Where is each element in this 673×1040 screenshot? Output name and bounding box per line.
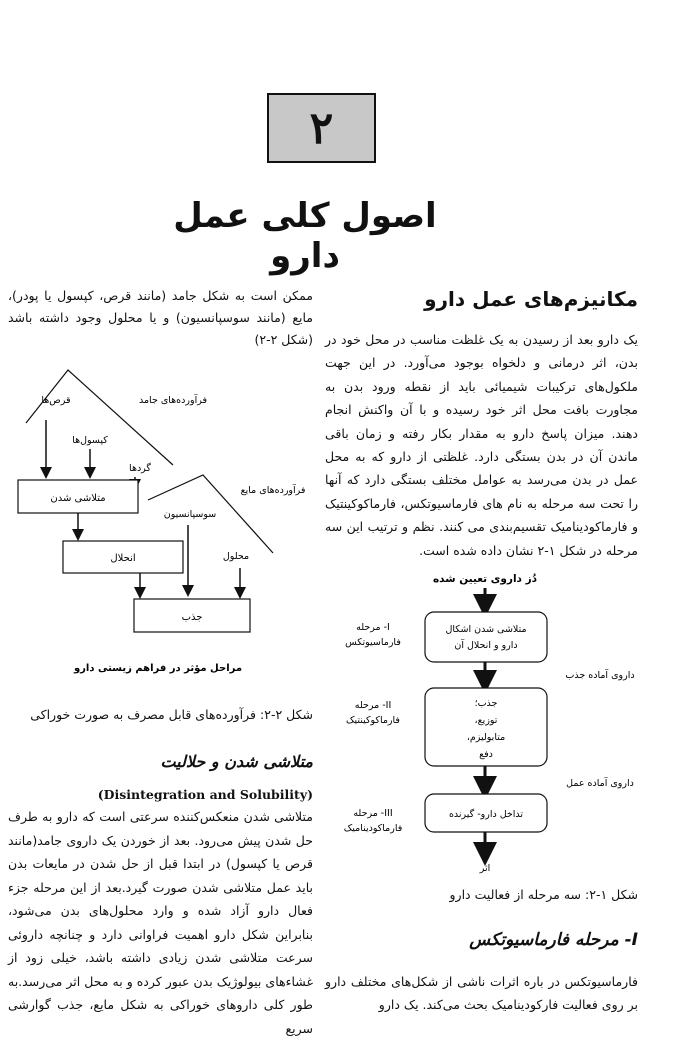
fig1-box1-line2: دارو و انحلال آن xyxy=(454,640,518,651)
chapter-title: اصول کلی عمل دارو xyxy=(173,196,437,276)
paragraph-pharmaceutics: فارماسیوتکس در باره اثرات ناشی از شکل‌های مختلف دارو بر روی فعالیت فارکودینامیک بحث می‌کند. یک دارو xyxy=(325,974,638,1012)
fig2-subtitle: مراحل مؤثر در فراهم زیستی دارو xyxy=(73,663,243,674)
section-heading-mechanisms: مکانیزم‌های عمل دارو xyxy=(424,287,638,311)
figure-drug-phases xyxy=(325,568,645,884)
fig2-powders: گردها xyxy=(129,463,151,474)
fig1-phase1-line2: فارماسیوتکس xyxy=(345,637,401,648)
fig2-box-dissolve-text: انحلال xyxy=(110,553,136,564)
fig1-effect: اثر xyxy=(479,863,491,874)
fig2-box-disint-text: متلاشی شدن xyxy=(50,493,106,504)
fig1-box2-line3: متابولیزم، xyxy=(466,732,506,743)
fig2-capsules: کپسول‌ها xyxy=(72,435,108,446)
fig2-solid-forms: فرآورده‌های جامد xyxy=(138,395,208,406)
fig2-tablets: قرص‌ها xyxy=(41,395,71,406)
figure-oral-preparations xyxy=(8,365,313,685)
fig2-solution: محلول xyxy=(222,551,250,562)
section-heading-pharmaceutics: I- مرحله فارماسیوتکس xyxy=(469,930,638,950)
figure-2-2-caption: شکل ۲-۲: فرآورده‌های قابل مصرف به صورت خوراکی xyxy=(30,707,313,722)
section-heading-disintegration: متلاشی شدن و حلالیت xyxy=(160,752,313,771)
fig1-phase2-line1: II- مرحله xyxy=(354,700,392,711)
fig1-ready-absorb: داروی آماده جذب xyxy=(565,670,635,681)
section-heading-disintegration-en: (Disintegration and Solubility) xyxy=(97,787,313,802)
paragraph-disintegration: متلاشی شدن منعکس‌کننده سرعتی است که دارو به طرف حل شدن پیش می‌رود. بعد از خوردن یک داروی جامد(مانند قرص یا کپسول) در ابتدا قبل از حل شدن در مایعات بدن باید عمل متلاشی شدن صورت گیرد.بعد از این مرحله جزء فعال دارو آزاد شده و وارد محلول‌های بدن می‌شود، بنابراین شکل دارو اهمیت فراوانی دارد و چنانچه داروئی سرعت متلاشی شدن زیادی داشته باشد، خیلی زود از غشاءهای بیولوژیک بدن عبور کرده و به محل اثر می‌رسد.به طور کلی داروهای خوراکی به شکل مایع، جذب گوارشی سریع xyxy=(8,809,313,1036)
fig1-box1-line1: متلاشی شدن اشکال xyxy=(445,624,527,635)
chapter-number: ۲ xyxy=(309,102,334,154)
fig1-phase3-line2: فارماکودینامیک xyxy=(343,823,403,834)
figure-2-1-caption: شکل ۱-۲: سه مرحله از فعالیت دارو xyxy=(449,887,638,902)
fig1-box3-text: تداخل دارو- گیرنده xyxy=(448,809,524,820)
fig1-phase2-line2: فارماکوکینتیک xyxy=(346,715,400,726)
fig1-phase3-line1: III- مرحله xyxy=(353,808,393,819)
fig1-box2-line2: توزیع، xyxy=(474,715,498,726)
fig1-box-disintegration xyxy=(425,612,547,662)
fig2-liquid-forms: فرآورده‌های مایع xyxy=(240,485,306,496)
fig1-ready-action: داروی آماده عمل xyxy=(566,778,634,789)
fig1-box2-line4: دفع xyxy=(479,749,493,760)
fig1-phase1-line1: I- مرحله xyxy=(356,622,390,633)
fig2-suspension: سوسپانسیون xyxy=(163,509,217,520)
paragraph-mechanisms: یک دارو بعد از رسیدن به یک غلظت مناسب در محل خود در بدن، اثر درمانی و دلخواه بوجود می‌آورد. در این جهت ملکول‌های ترکیبات شیمیائی باید از نقطه ورود بدن به مجاورت بافت محل اثر خود رسیده و با آن واکنش انجام دهند. میزان پاسخ دارو به مقدار بکار رفته و زمان باقی ماندن آن در بدن بستگی دارد. غلظتی از دارو که به محل عمل در بدن می‌رسد به عوامل مختلف بستگی دارد که آنها را تحت سه مرحله به نام های فارماسیوتکس، فارماکوکینتیک و فارماکودینامیک تقسیم‌بندی می کنند. نظم و ترتیب این سه مرحله در شکل ۱-۲ نشان داده شده است. xyxy=(325,332,638,558)
paragraph-dosage-forms: ممکن است به شکل جامد (مانند قرص، کپسول یا پودر)، مایع (مانند سوسپانسیون) و یا محلول وجود داشته باشد (شکل ۲-۲) xyxy=(8,288,313,347)
fig1-top-label: دُز داروی تعیین شده xyxy=(432,573,538,585)
chapter-number-box xyxy=(267,93,376,163)
fig2-box-absorb-text: جذب xyxy=(181,612,203,623)
fig1-box2-line1: جذب؛ xyxy=(474,698,498,709)
